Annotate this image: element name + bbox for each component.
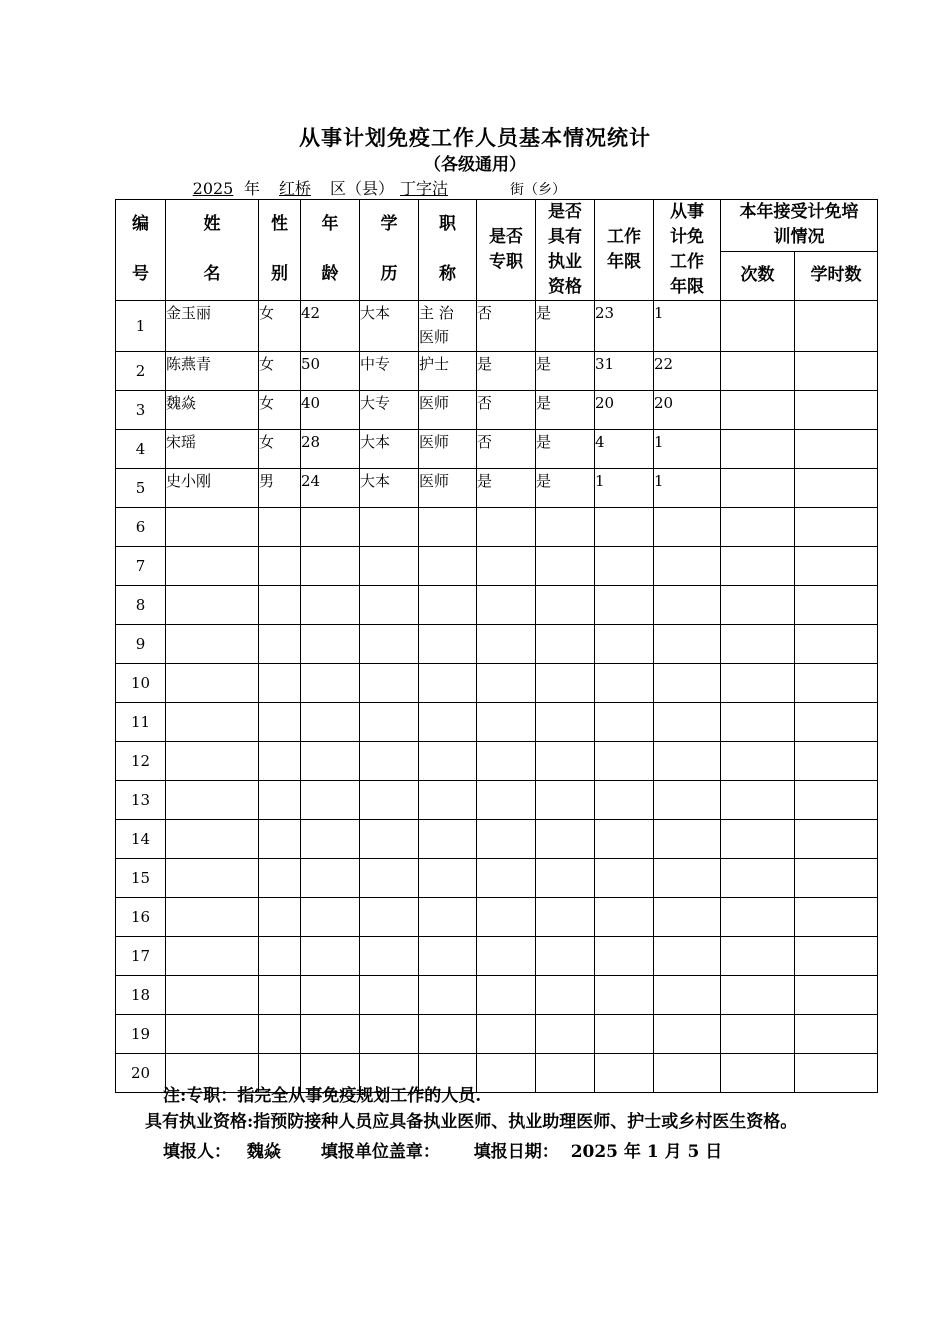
cell-times (721, 859, 795, 898)
cell-fulltime: 否 (477, 430, 536, 469)
row-number: 11 (116, 703, 166, 742)
cell-hours (795, 430, 878, 469)
cell-immun-years: 22 (654, 352, 721, 391)
cell-work-years: 20 (595, 391, 654, 430)
cell-qualified (536, 937, 595, 976)
header-title: 职 称 (419, 200, 477, 301)
cell-qualified: 是 (536, 469, 595, 508)
year-label: 年 (244, 179, 261, 198)
cell-qualified (536, 703, 595, 742)
cell-age (301, 664, 360, 703)
date-label: 填报日期： (473, 1142, 559, 1162)
staff-table (115, 199, 878, 1093)
table-row (116, 859, 878, 898)
header-work-years: 工作年限 (595, 200, 654, 301)
cell-fulltime: 否 (477, 301, 536, 352)
cell-title (419, 859, 477, 898)
cell-fulltime (477, 625, 536, 664)
cell-times (721, 586, 795, 625)
cell-title (419, 703, 477, 742)
header-number: 编 号 (116, 200, 166, 301)
cell-title (419, 625, 477, 664)
cell-name (166, 586, 259, 625)
row-number: 15 (116, 859, 166, 898)
cell-work-years (595, 820, 654, 859)
cell-name (166, 625, 259, 664)
cell-age (301, 742, 360, 781)
cell-work-years (595, 937, 654, 976)
cell-name: 陈燕青 (166, 352, 259, 391)
cell-immun-years: 1 (654, 430, 721, 469)
row-number: 19 (116, 1015, 166, 1054)
cell-edu (360, 547, 419, 586)
cell-immun-years (654, 859, 721, 898)
cell-name (166, 898, 259, 937)
cell-gender (259, 976, 301, 1015)
cell-immun-years: 1 (654, 301, 721, 352)
cell-hours (795, 586, 878, 625)
header-name: 姓 名 (166, 200, 259, 301)
cell-title (419, 664, 477, 703)
cell-times (721, 664, 795, 703)
district-label: 区（县） (330, 179, 395, 198)
cell-name (166, 703, 259, 742)
cell-times (721, 508, 795, 547)
table-row (116, 1015, 878, 1054)
cell-age (301, 859, 360, 898)
row-number: 4 (116, 430, 166, 469)
cell-age: 50 (301, 352, 360, 391)
cell-qualified (536, 547, 595, 586)
cell-fulltime (477, 781, 536, 820)
cell-age (301, 937, 360, 976)
row-number: 3 (116, 391, 166, 430)
cell-qualified (536, 664, 595, 703)
street-value: 丁字沽 (400, 179, 449, 198)
cell-hours (795, 1015, 878, 1054)
table-row (116, 430, 878, 469)
table-row (116, 352, 878, 391)
table-row (116, 937, 878, 976)
cell-times (721, 898, 795, 937)
cell-hours (795, 625, 878, 664)
cell-gender (259, 508, 301, 547)
cell-title (419, 820, 477, 859)
cell-age (301, 898, 360, 937)
cell-edu (360, 781, 419, 820)
table-row (116, 391, 878, 430)
cell-edu (360, 937, 419, 976)
row-number: 6 (116, 508, 166, 547)
cell-edu: 大本 (360, 301, 419, 352)
cell-qualified: 是 (536, 430, 595, 469)
cell-gender: 女 (259, 391, 301, 430)
cell-title (419, 781, 477, 820)
cell-fulltime (477, 820, 536, 859)
cell-work-years (595, 664, 654, 703)
cell-title (419, 937, 477, 976)
cell-work-years (595, 703, 654, 742)
cell-immun-years (654, 547, 721, 586)
table-row (116, 742, 878, 781)
cell-edu (360, 703, 419, 742)
cell-fulltime (477, 547, 536, 586)
cell-work-years (595, 898, 654, 937)
header-age: 年 龄 (301, 200, 360, 301)
table-row (116, 664, 878, 703)
cell-edu: 中专 (360, 352, 419, 391)
header-gender: 性 别 (259, 200, 301, 301)
cell-fulltime (477, 586, 536, 625)
cell-age (301, 625, 360, 664)
cell-gender (259, 898, 301, 937)
row-number: 9 (116, 625, 166, 664)
cell-gender (259, 547, 301, 586)
cell-age: 42 (301, 301, 360, 352)
cell-fulltime: 是 (477, 469, 536, 508)
cell-age (301, 1015, 360, 1054)
cell-gender (259, 781, 301, 820)
signature-line (145, 1139, 825, 1165)
cell-age (301, 547, 360, 586)
cell-work-years: 31 (595, 352, 654, 391)
cell-work-years (595, 586, 654, 625)
cell-immun-years (654, 820, 721, 859)
cell-name: 宋瑶 (166, 430, 259, 469)
cell-hours (795, 547, 878, 586)
row-number: 12 (116, 742, 166, 781)
cell-fulltime: 是 (477, 352, 536, 391)
cell-fulltime (477, 976, 536, 1015)
header-times: 次数 (721, 251, 795, 301)
cell-edu (360, 664, 419, 703)
cell-hours (795, 742, 878, 781)
cell-times (721, 820, 795, 859)
cell-fulltime (477, 859, 536, 898)
cell-qualified (536, 625, 595, 664)
cell-times (721, 391, 795, 430)
cell-times (721, 430, 795, 469)
cell-edu (360, 625, 419, 664)
cell-hours (795, 781, 878, 820)
cell-qualified (536, 781, 595, 820)
cell-work-years (595, 508, 654, 547)
cell-edu (360, 508, 419, 547)
row-number: 14 (116, 820, 166, 859)
cell-gender (259, 703, 301, 742)
cell-hours (795, 301, 878, 352)
cell-name (166, 547, 259, 586)
cell-immun-years (654, 508, 721, 547)
cell-name (166, 742, 259, 781)
cell-gender: 男 (259, 469, 301, 508)
cell-name (166, 976, 259, 1015)
cell-hours (795, 859, 878, 898)
cell-qualified (536, 898, 595, 937)
cell-title (419, 508, 477, 547)
cell-immun-years (654, 781, 721, 820)
cell-name (166, 859, 259, 898)
cell-immun-years (654, 703, 721, 742)
cell-gender (259, 859, 301, 898)
cell-edu (360, 1015, 419, 1054)
cell-work-years (595, 625, 654, 664)
cell-edu: 大本 (360, 469, 419, 508)
filler-label: 填报人： (163, 1142, 231, 1162)
cell-title: 主 治 医师 (419, 301, 477, 352)
cell-fulltime (477, 664, 536, 703)
cell-title: 医师 (419, 391, 477, 430)
cell-hours (795, 937, 878, 976)
cell-edu: 大本 (360, 430, 419, 469)
cell-immun-years (654, 976, 721, 1015)
cell-title (419, 742, 477, 781)
cell-name (166, 820, 259, 859)
cell-qualified (536, 742, 595, 781)
table-row (116, 976, 878, 1015)
page-subtitle: （各级通用） (424, 155, 526, 175)
cell-immun-years: 20 (654, 391, 721, 430)
cell-gender: 女 (259, 301, 301, 352)
row-number: 16 (116, 898, 166, 937)
cell-gender: 女 (259, 352, 301, 391)
notes (145, 1083, 825, 1165)
cell-times (721, 352, 795, 391)
cell-hours (795, 664, 878, 703)
cell-qualified: 是 (536, 352, 595, 391)
cell-immun-years: 1 (654, 469, 721, 508)
cell-immun-years (654, 742, 721, 781)
page-title: 从事计划免疫工作人员基本情况统计 (299, 125, 651, 150)
cell-fulltime (477, 742, 536, 781)
cell-fulltime: 否 (477, 391, 536, 430)
cell-work-years: 4 (595, 430, 654, 469)
header-hours: 学时数 (795, 251, 878, 301)
cell-age: 24 (301, 469, 360, 508)
cell-name (166, 1015, 259, 1054)
cell-title (419, 1015, 477, 1054)
table-row (116, 586, 878, 625)
cell-age (301, 976, 360, 1015)
header-fulltime: 是否专职 (477, 200, 536, 301)
cell-times (721, 742, 795, 781)
cell-title (419, 976, 477, 1015)
cell-gender (259, 742, 301, 781)
cell-work-years (595, 742, 654, 781)
cell-name (166, 781, 259, 820)
cell-qualified: 是 (536, 391, 595, 430)
cell-gender (259, 586, 301, 625)
cell-age (301, 703, 360, 742)
cell-title (419, 586, 477, 625)
seal-label: 填报单位盖章： (320, 1142, 440, 1162)
note-fulltime: 注:专职：指完全从事免疫规划工作的人员. (163, 1086, 482, 1106)
cell-work-years: 23 (595, 301, 654, 352)
row-number: 1 (116, 301, 166, 352)
cell-work-years (595, 976, 654, 1015)
cell-work-years (595, 859, 654, 898)
cell-immun-years (654, 586, 721, 625)
cell-times (721, 301, 795, 352)
row-number: 20 (116, 1054, 166, 1093)
table-row (116, 820, 878, 859)
cell-age (301, 820, 360, 859)
table-row (116, 547, 878, 586)
cell-edu (360, 898, 419, 937)
cell-name (166, 508, 259, 547)
cell-age: 28 (301, 430, 360, 469)
cell-edu: 大专 (360, 391, 419, 430)
cell-times (721, 469, 795, 508)
region-line (182, 176, 566, 199)
cell-gender (259, 937, 301, 976)
cell-age (301, 586, 360, 625)
cell-qualified (536, 1015, 595, 1054)
cell-qualified (536, 586, 595, 625)
cell-qualified (536, 508, 595, 547)
cell-hours (795, 508, 878, 547)
cell-name: 金玉丽 (166, 301, 259, 352)
cell-title: 护士 (419, 352, 477, 391)
table-row (116, 469, 878, 508)
filler-name: 魏焱 (246, 1142, 281, 1162)
cell-gender (259, 1015, 301, 1054)
cell-times (721, 781, 795, 820)
cell-qualified: 是 (536, 301, 595, 352)
cell-edu (360, 820, 419, 859)
row-number: 10 (116, 664, 166, 703)
cell-hours (795, 820, 878, 859)
header-row (116, 200, 878, 252)
cell-age: 40 (301, 391, 360, 430)
cell-fulltime (477, 898, 536, 937)
cell-qualified (536, 820, 595, 859)
header-training: 本年接受计免培训情况 (721, 200, 878, 252)
cell-gender: 女 (259, 430, 301, 469)
cell-work-years: 1 (595, 469, 654, 508)
header-education: 学 历 (360, 200, 419, 301)
cell-name: 史小刚 (166, 469, 259, 508)
cell-fulltime (477, 937, 536, 976)
cell-times (721, 703, 795, 742)
cell-gender (259, 625, 301, 664)
cell-edu (360, 859, 419, 898)
table-row (116, 625, 878, 664)
row-number: 18 (116, 976, 166, 1015)
cell-title (419, 898, 477, 937)
cell-immun-years (654, 1015, 721, 1054)
cell-fulltime (477, 1015, 536, 1054)
cell-fulltime (477, 508, 536, 547)
cell-work-years (595, 547, 654, 586)
cell-hours (795, 352, 878, 391)
cell-qualified (536, 976, 595, 1015)
table-row (116, 301, 878, 352)
row-number: 7 (116, 547, 166, 586)
cell-times (721, 1015, 795, 1054)
cell-hours (795, 469, 878, 508)
cell-immun-years (654, 898, 721, 937)
header-immun-years: 从事计免工作年限 (654, 200, 721, 301)
cell-hours (795, 703, 878, 742)
note-qualified: 具有执业资格:指预防接种人员应具备执业医师、执业助理医师、护士或乡村医生资格。 (145, 1112, 798, 1132)
cell-immun-years (654, 937, 721, 976)
cell-age (301, 508, 360, 547)
cell-fulltime (477, 703, 536, 742)
cell-title: 医师 (419, 469, 477, 508)
table-row (116, 898, 878, 937)
cell-work-years (595, 781, 654, 820)
cell-title (419, 547, 477, 586)
cell-work-years (595, 1015, 654, 1054)
cell-edu (360, 586, 419, 625)
table-row (116, 508, 878, 547)
cell-gender (259, 820, 301, 859)
cell-hours (795, 898, 878, 937)
cell-name (166, 664, 259, 703)
row-number: 2 (116, 352, 166, 391)
cell-times (721, 976, 795, 1015)
cell-edu (360, 742, 419, 781)
district-value: 红桥 (279, 179, 312, 198)
cell-edu (360, 976, 419, 1015)
cell-times (721, 937, 795, 976)
cell-hours (795, 391, 878, 430)
cell-name: 魏焱 (166, 391, 259, 430)
cell-title: 医师 (419, 430, 477, 469)
table-row (116, 781, 878, 820)
cell-hours (795, 976, 878, 1015)
cell-gender (259, 664, 301, 703)
year-value: 2025 (192, 179, 234, 198)
cell-immun-years (654, 664, 721, 703)
table-row (116, 703, 878, 742)
cell-age (301, 781, 360, 820)
row-number: 8 (116, 586, 166, 625)
row-number: 5 (116, 469, 166, 508)
header-qualified: 是否具有执业资格 (536, 200, 595, 301)
report-date: 2025 年 1 月 5 日 (570, 1142, 723, 1162)
street-label: 街（乡） (510, 182, 567, 198)
row-number: 17 (116, 937, 166, 976)
cell-times (721, 625, 795, 664)
cell-immun-years (654, 625, 721, 664)
cell-qualified (536, 859, 595, 898)
row-number: 13 (116, 781, 166, 820)
cell-name (166, 937, 259, 976)
cell-times (721, 547, 795, 586)
